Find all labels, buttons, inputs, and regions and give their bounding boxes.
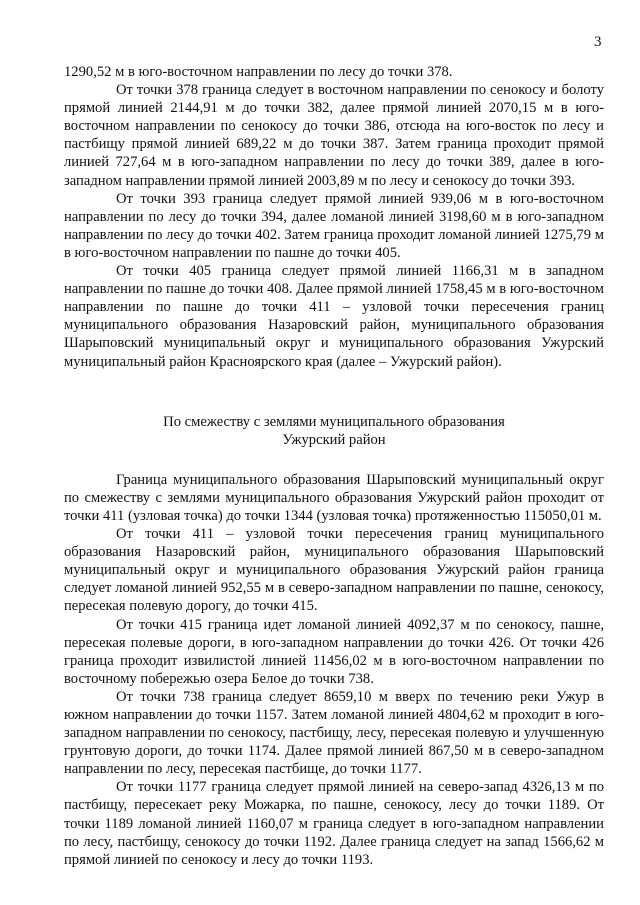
paragraph-point-415: От точки 415 граница идет ломаной линией 4092,37 м по сенокосу, пашне, пересекая полевые дороги, в юго-западном направлении до точки 426. От точки 426 граница проходит извилистой линией 11456,02 м в юго-восточном направлении по восточному побережью озера Белое до точки 738. bbox=[64, 616, 604, 687]
paragraph-point-738: От точки 738 граница следует 8659,10 м вверх по течению реки Ужур в южном направлении до точки 1157. Затем ломаной линией 4804,62 м проходит в юго-западном направлении по сенокосу, пастбищу, лесу, пересекая полевую и улучшенную грунтовую дороги, до точки 1174. Далее прямой линией 867,50 м в северо-западном направлении по лесу, пересекая пастбище, до точки 1177. bbox=[64, 688, 604, 778]
page-number: 3 bbox=[594, 34, 602, 50]
paragraph-point-1177: От точки 1177 граница следует прямой линией на северо-запад 4326,13 м по пастбищу, пересекает реку Можарка, по пашне, сенокосу, лесу до точки 1189. От точки 1189 ломаной линией 1160,07 м граница следует в юго-западном направлении по лесу, пастбищу, сенокосу до точки 1192. Далее граница следует на запад 1566,62 м прямой линией по сенокосу и лесу до точки 1193. bbox=[64, 779, 604, 868]
paragraph-continuation: 1290,52 м в юго-восточном направлении по лесу до точки 378. bbox=[64, 64, 453, 80]
section-body bbox=[64, 471, 604, 869]
paragraph-point-378: От точки 378 граница следует в восточном направлении по сенокосу и болоту прямой линией 2144,91 м до точки 382, далее прямой линией 2070,15 м в юго-восточном направлении по сенокосу до точки 386, отсюда на юго-восток по лесу и пастбищу прямой линией 689,22 м до точки 387. Затем граница проходит прямой линией 727,64 м в юго-западном направлении по лесу до точки 389, далее в юго-западном направлении прямой линией 2003,89 м по лесу и сенокосу до точки 393. bbox=[64, 82, 604, 189]
section-heading-line-2: Ужурский район bbox=[282, 431, 386, 448]
paragraph-point-411: От точки 411 – узловой точки пересечения границ муниципального образования Назаровский район, муниципального образования Шарыповский муниципальный округ и муниципального образования Ужурский район граница следует ломаной линией 952,55 м в северо-западном направлении по пашне, сенокосу, пересекая полевую дорогу, до точки 415. bbox=[64, 526, 604, 615]
paragraph-point-393: От точки 393 граница следует прямой линией 939,06 м в юго-восточном направлении по лесу до точки 394, далее ломаной линией 3198,60 м в юго-западном направлении по лесу до точки 402. Затем граница проходит ломаной линией 1275,79 м в юго-восточном направлении по пашне до точки 405. bbox=[64, 190, 604, 261]
document-body bbox=[64, 63, 604, 869]
paragraph-point-405: От точки 405 граница следует прямой линией 1166,31 м в западном направлении по пашне до точки 408. Далее прямой линией 1758,45 м в юго-восточном направлении по пашне до точки 411 – узловой точки пересечения границ муниципального образования Назаровский район, муниципального образования Шарыповский муниципальный округ и муниципального образования Ужурский муниципальный район Красноярского края (далее – Ужурский район). bbox=[64, 263, 604, 370]
section-heading bbox=[64, 413, 604, 449]
section-heading-line-1: По смежеству с землями муниципального образования bbox=[163, 413, 505, 430]
paragraph-boundary-overview: Граница муниципального образования Шарыповский муниципальный округ по смежеству с землями муниципального образования Ужурский район проходит от точки 411 (узловая точка) до точки 1344 (узловая точка) протяженностью 115050,01 м. bbox=[64, 471, 604, 524]
